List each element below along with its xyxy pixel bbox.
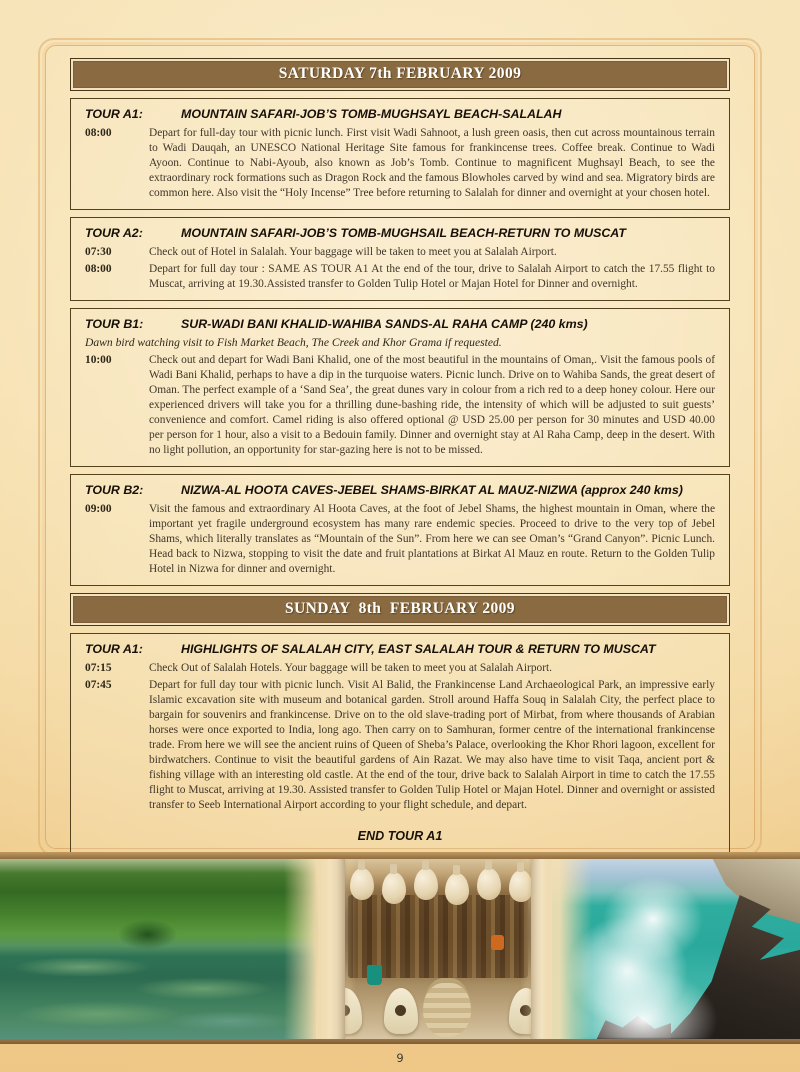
hanging-pot — [477, 868, 501, 900]
tour-section-a1-sunday — [70, 633, 730, 858]
schedule-row — [85, 678, 715, 813]
photo-strip — [0, 852, 800, 1044]
tour-a1-sunday-title — [85, 642, 715, 656]
day-banner-sunday — [70, 593, 730, 626]
schedule-text: Visit the famous and extraordinary Al Hoota Caves, at the foot of Jebel Shams, the highest mountain in Oman, where the important yet fragile underground ecosystem has many rare endemic species. Proceed to drive to the very top of Jebel Shams, which literally translates as “Mountain of the Sun”. From here we can see Oman’s “Grand Canyon”. Picnic Lunch. Head back to Nizwa, stopping to visit the date and fruit plantations at Birkat Al Mauz en route. Return to the Golden Tulip Hotel in Nizwa for dinner and overnight. — [149, 503, 715, 575]
tour-b2-code: TOUR B2: — [85, 483, 144, 497]
tour-b2-title — [85, 483, 715, 497]
end-tour-note: END TOUR A1 — [357, 829, 443, 843]
day-banner-saturday — [70, 58, 730, 91]
day-banner-saturday-label: SATURDAY 7th FEBRUARY 2009 — [278, 65, 522, 82]
schedule-row — [85, 126, 715, 201]
incense-burner — [384, 988, 418, 1034]
tour-section-b2-saturday — [70, 474, 730, 586]
schedule-row — [85, 502, 715, 577]
tour-a1-sunday-route: HIGHLIGHTS OF SALALAH CITY, EAST SALALAH TOUR & RETURN TO MUSCAT — [181, 642, 656, 656]
tour-a1-code: TOUR A1: — [85, 107, 143, 121]
tour-a2-title — [85, 226, 715, 240]
tour-a1-sunday-code: TOUR A1: — [85, 642, 143, 656]
hanging-pot — [350, 868, 374, 900]
wave-splash — [564, 877, 723, 1039]
schedule-row — [85, 661, 715, 676]
photo-ocean-cliffs — [552, 859, 800, 1039]
photo-pottery-souq — [316, 859, 560, 1039]
tour-b1-title — [85, 317, 715, 331]
schedule-time: 10:00 — [85, 354, 112, 366]
schedule-row — [85, 262, 715, 292]
schedule-time: 09:00 — [85, 503, 112, 515]
schedule-text: Check Out of Salalah Hotels. Your baggage will be taken to meet you at Salalah Airport. — [149, 662, 553, 674]
tour-b2-route: NIZWA-AL HOOTA CAVES-JEBEL SHAMS-BIRKAT AL MAUZ-NIZWA (approx 240 kms) — [181, 483, 683, 497]
tour-b1-route: SUR-WADI BANI KHALID-WAHIBA SANDS-AL RAHA CAMP (240 kms) — [181, 317, 588, 331]
page-number: 9 — [396, 1051, 404, 1065]
schedule-text: Check out of Hotel in Salalah. Your baggage will be taken to meet you at Salalah Airport. — [149, 246, 557, 258]
strip-bottom-bar — [0, 1039, 800, 1044]
schedule-text: Depart for full-day tour with picnic lunch. First visit Wadi Sahnoot, a lush green oasis, then cut across mountainous terrain to Wadi Dauqah, an UNESCO National Heritage Site famous for frankincense trees. Coffee break. Continue to Wadi Ayoon. Continue to Nabi-Ayoub, also known as Job’s Tomb. Continue to magnificent Mughsayl Beach, to see the extraordinary rock formations such as Dragon Rock and the famous Blowholes carved by wind and sea. Migratory birds are common here. Also visit the “Holy Incense” Tree before returning to Salalah for dinner and overnight at your chosen hotel. — [149, 127, 715, 199]
tour-a1-title — [85, 107, 715, 121]
hanging-pot — [382, 872, 406, 904]
orange-pot — [491, 935, 504, 950]
tour-section-a1-saturday — [70, 98, 730, 210]
large-clay-pot — [423, 978, 471, 1037]
hanging-pot — [414, 868, 438, 900]
schedule-time: 07:15 — [85, 662, 112, 674]
itinerary-content — [70, 58, 730, 865]
schedule-row — [85, 353, 715, 458]
schedule-text: Depart for full day tour with picnic lunch. Visit Al Balid, the Frankincense Land Archaeological Park, an impressive early Islamic excavation site with museum and botanical garden. Stroll around Haffa Souq in Salalah City, the perfect place to bargain for souvenirs and frankincense. Drive on to the old slave-trading port of Mirbat, from where thousands of Arabian horses were once exported to India, long ago. Then carry on to Samhuran, former centre of the international frankincense trade. From here we will see the ancient ruins of Queen of Sheba’s Palace, overlooking the Khor Rhori lagoon, excellent for birdwatchers. Continue to visit the beautiful gardens of Ain Razat. We may also have time to visit Taqa, ancient port & fishing village with an interesting old castle. At the end of the tour, drive back to Salalah Airport in time to catch the 17.55 flight to Muscat, arriving at 19.30. Assisted transfer to Golden Tulip Hotel or Majan Hotel. Dinner and overnight or assisted transfer to Seeb International Airport according to your flight schedule, and depart. — [149, 679, 715, 811]
souq-column — [318, 859, 345, 1039]
schedule-text: Check out and depart for Wadi Bani Khalid, one of the most beautiful in the mountains of Oman,. Visit the famous pools of Wadi Bani Khalid, perhaps to have a dip in the turquoise waters. Picnic lunch. Drive on to Wahiba Sands, the great desert of Oman. The perfect example of a ‘Sand Sea’, the great dunes vary in colour from a rich red to a deep honey colour. Here our experienced drivers will take you for a thrilling dune-bashing ride, the intensity of which will be adjusted to suit guests’ convenience and comfort. Camel riding is also offered optional @ USD 25.00 per person for 30 minutes and USD 40.00 per person for 1 hour, also a visit to a Bedouin family. Dinner and overnight stay at Al Raha Camp, deep in the desert. With no light pollution, an opportunity for star-gazing here is not to be missed. — [149, 354, 715, 456]
tour-a2-code: TOUR A2: — [85, 226, 143, 240]
hanging-pot — [445, 873, 469, 905]
schedule-row — [85, 245, 715, 260]
tour-section-b1-saturday — [70, 308, 730, 467]
schedule-time: 07:45 — [85, 679, 112, 691]
schedule-time: 08:00 — [85, 263, 112, 275]
photo-collage — [0, 859, 800, 1039]
tour-b1-code: TOUR B1: — [85, 317, 144, 331]
schedule-time: 07:30 — [85, 246, 112, 258]
tour-b1-note: Dawn bird watching visit to Fish Market Beach, The Creek and Khor Grama if requested. — [85, 336, 502, 349]
schedule-text: Depart for full day tour : SAME AS TOUR A1 At the end of the tour, drive to Salalah Airport to catch the 17.55 flight to Muscat, arriving at 19.30.Assisted transfer to Golden Tulip Hotel or Majan Hotel for Dinner and overnight. — [149, 263, 715, 290]
teal-pot — [367, 965, 382, 985]
strip-top-bar — [0, 852, 800, 859]
schedule-time: 08:00 — [85, 127, 112, 139]
day-banner-sunday-label: SUNDAY 8th FEBRUARY 2009 — [285, 600, 515, 617]
photo-wadi-lagoon — [0, 859, 328, 1039]
tour-a2-route: MOUNTAIN SAFARI-JOB’S TOMB-MUGHSAIL BEACH-RETURN TO MUSCAT — [181, 226, 626, 240]
tour-a1-route: MOUNTAIN SAFARI-JOB’S TOMB-MUGHSAYL BEACH-SALALAH — [181, 107, 562, 121]
hanging-pot — [509, 870, 533, 902]
tour-section-a2-saturday — [70, 217, 730, 301]
